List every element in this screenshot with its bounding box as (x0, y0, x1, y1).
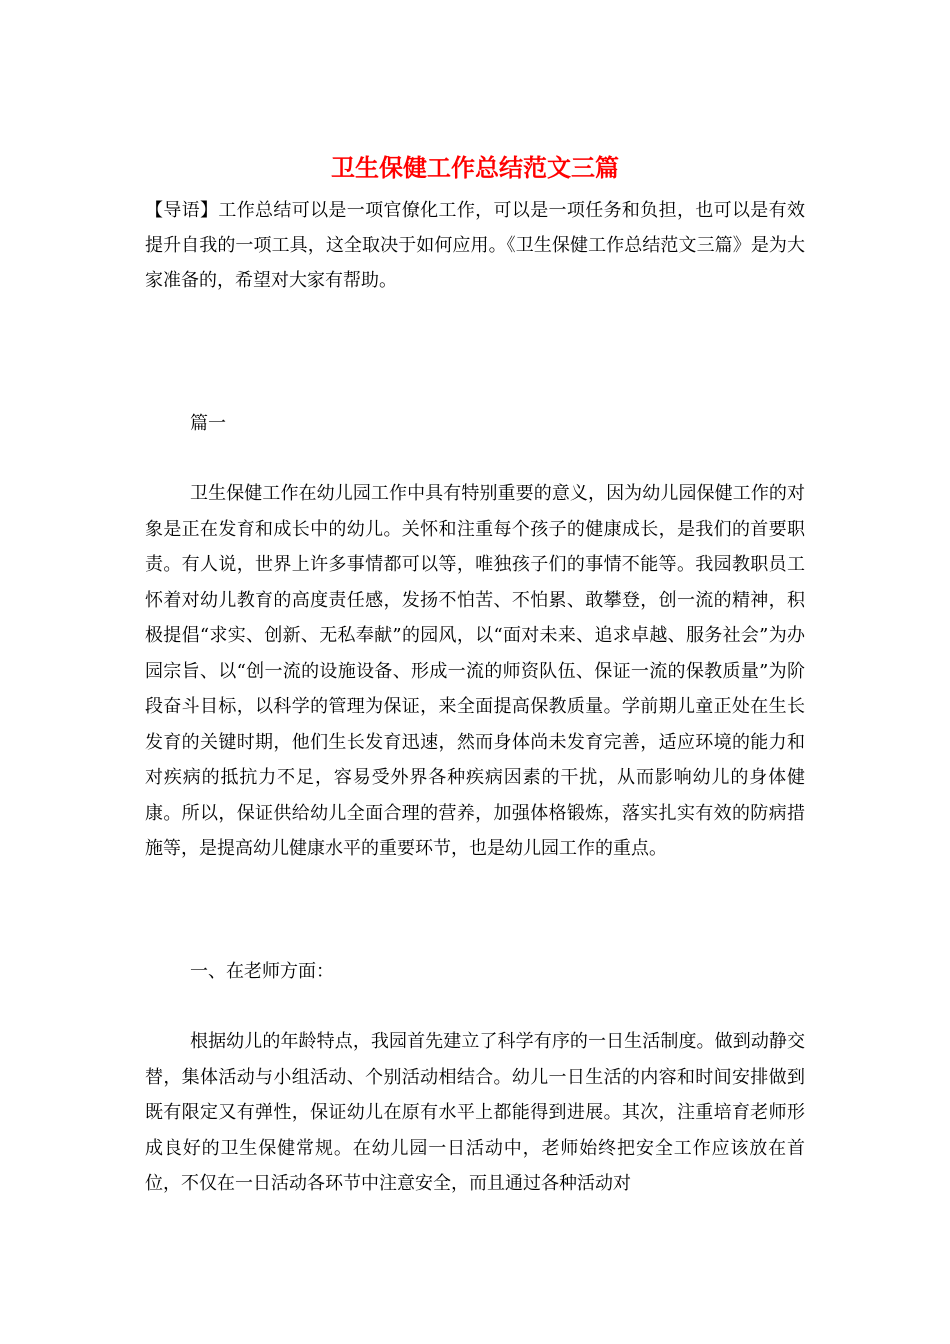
intro-paragraph: 【导语】工作总结可以是一项官僚化工作，可以是一项任务和负担，也可以是有效提升自我的一项工具，这全取决于如何应用。《卫生保健工作总结范文三篇》是为大家准备的，希望对大家有帮助。 (145, 200, 805, 291)
body-paragraph-2: 根据幼儿的年龄特点，我园首先建立了科学有序的一日生活制度。做到动静交替，集体活动与小组活动、个别活动相结合。幼儿一日生活的内容和时间安排做到既有限定又有弹性，保证幼儿在原有水平上都能得到进展。其次，注重培育老师形成良好的卫生保健常规。在幼儿园一日活动中，老师始终把安全工作应该放在首位，不仅在一日活动各环节中注意安全，而且通过各种活动对 (145, 1031, 805, 1194)
body-paragraph-1: 卫生保健工作在幼儿园工作中具有特别重要的意义，因为幼儿园保健工作的对象是正在发育和成长中的幼儿。关怀和注重每个孩子的健康成长，是我们的首要职责。有人说，世界上许多事情都可以等，唯独孩子们的事情不能等。我园教职员工怀着对幼儿教育的高度责任感，发扬不怕苦、不怕累、敢攀登，创一流的精神，积极提倡“求实、创新、无私奉献”的园风，以“面对未来、追求卓越、服务社会”为办园宗旨、以“创一流的设施设备、形成一流的师资队伍、保证一流的保教质量”为阶段奋斗目标，以科学的管理为保证，来全面提高保教质量。学前期儿童正处在生长发育的关键时期，他们生长发育迅速，然而身体尚未发育完善，适应环境的能力和对疾病的抵抗力不足，容易受外界各种疾病因素的干扰，从而影响幼儿的身体健康。所以，保证供给幼儿全面合理的营养，加强体格锻炼，落实扎实有效的防病措施等，是提高幼儿健康水平的重要环节，也是幼儿园工作的重点。 (145, 483, 805, 859)
section-heading: 篇一 (190, 413, 226, 434)
document-title: 卫生保健工作总结范文三篇 (331, 153, 619, 182)
subsection-heading: 一、在老师方面： (190, 961, 334, 982)
